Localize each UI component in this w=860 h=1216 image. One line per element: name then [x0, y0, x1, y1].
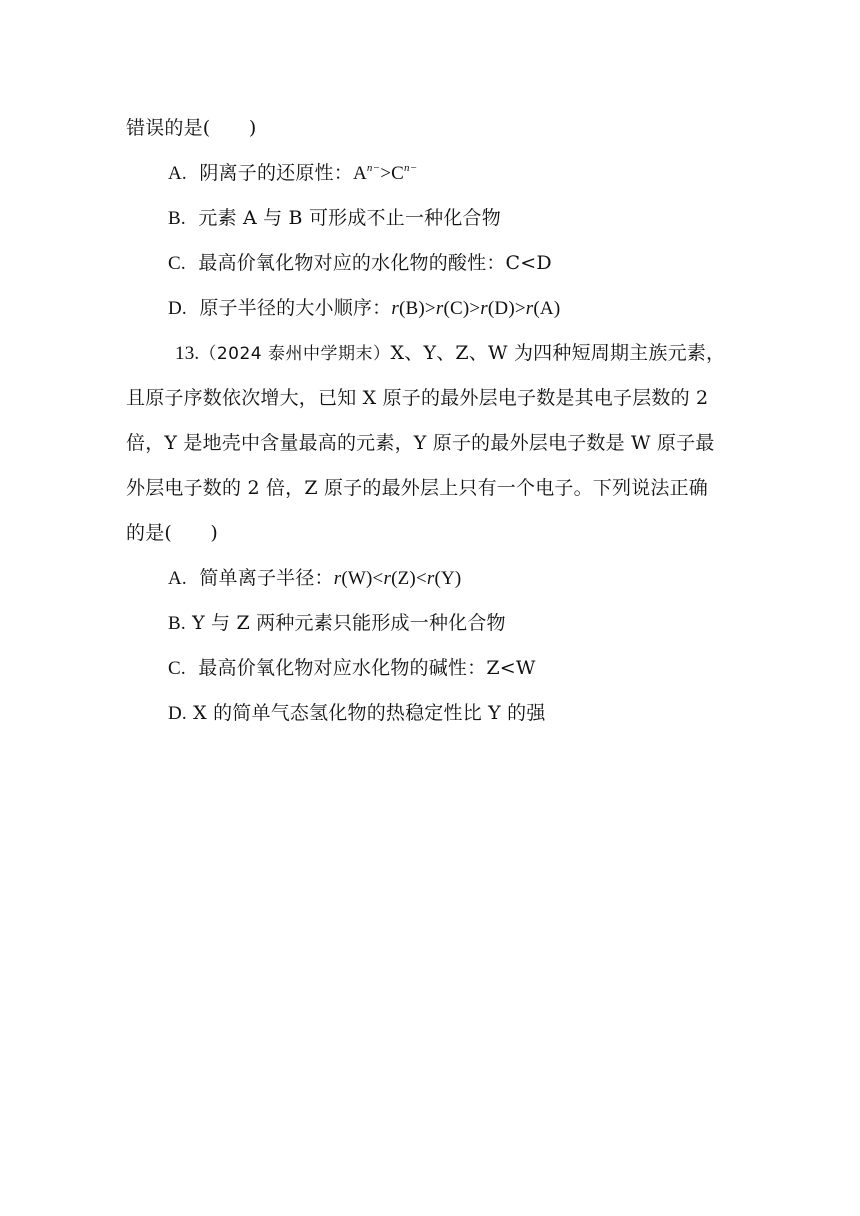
q13-option-a-r1: r: [333, 568, 342, 589]
q13-option-d-letter: D.: [168, 703, 187, 724]
q12-option-d-r1: r: [391, 298, 399, 319]
q13-option-a-r3: r: [426, 568, 435, 589]
q13-option-c-text: 最高价氧化物对应水化物的碱性：Z<W: [198, 657, 536, 679]
q13-option-d-text: X 的简单气态氢化物的热稳定性比 Y 的强: [193, 702, 546, 724]
q12-option-d-letter: D.: [168, 298, 187, 319]
q13-option-a-p1: (W)<: [341, 568, 384, 589]
q12-option-a-text: 阴离子的还原性：: [199, 162, 353, 184]
q13-option-b: [168, 608, 506, 639]
q13-stem-text-3: 倍，Y 是地壳中含量最高的元素，Y 原子的最外层电子数是 W 原子最: [126, 432, 715, 454]
q12-option-d-r2: r: [435, 298, 444, 319]
q12-option-b-letter: B.: [168, 208, 186, 229]
q13-source: （2024 泰州中学期末）: [199, 344, 391, 364]
q12-option-a-expr-a: A: [352, 163, 367, 184]
q12-option-b: [168, 203, 501, 234]
q13-number: 13.: [175, 343, 200, 364]
q13-stem-line-1: [175, 338, 725, 369]
q12-option-d-p3: (D)>: [487, 298, 526, 319]
q13-option-c-letter: C.: [168, 658, 186, 679]
q12-option-d-p2: (C)>: [443, 298, 481, 319]
q13-option-a-p2: (Z)<: [391, 568, 427, 589]
q13-stem-line-3: [126, 428, 715, 458]
q13-option-a-letter: A.: [168, 568, 187, 589]
q12-option-b-text: 元素 A 与 B 可形成不止一种化合物: [198, 207, 501, 229]
q13-option-a-text: 简单离子半径：: [199, 567, 334, 589]
q12-option-d-r4: r: [525, 298, 534, 319]
q13-stem-text-2: 且原子序数依次增大，已知 X 原子的最外层电子数是其电子层数的 2: [126, 387, 709, 409]
q13-option-b-letter: B.: [168, 613, 186, 634]
q12-option-a-gt: >: [380, 163, 392, 184]
q13-option-b-text: Y 与 Z 两种元素只能形成一种化合物: [192, 612, 506, 634]
q12-option-c-letter: C.: [168, 253, 186, 274]
q12-option-d-text: 原子半径的大小顺序：: [199, 297, 392, 319]
q13-stem-text-1: X、Y、Z、W 为四种短周期主族元素，: [390, 342, 726, 364]
q12-option-a-sup-c: n−: [404, 162, 418, 174]
q12-option-a-expr-c: C: [391, 163, 405, 184]
q12-option-c-text: 最高价氧化物对应的水化物的酸性：C<D: [198, 252, 552, 274]
q13-stem-line-2: [126, 383, 708, 413]
q12-option-c: [168, 248, 552, 279]
q12-option-d-r3: r: [480, 298, 488, 319]
q12-option-a-sup-a: n−: [366, 162, 381, 174]
q13-option-a-r2: r: [383, 568, 392, 589]
q12-option-a-letter: A.: [168, 163, 187, 184]
q13-option-c: [168, 653, 536, 684]
q13-stem-line-4: [126, 473, 708, 503]
q12-option-d-p4: (A): [533, 298, 561, 319]
q13-stem-text-4: 外层电子数的 2 倍，Z 原子的最外层上只有一个电子。下列说法正确: [126, 477, 709, 499]
q12-stem-tail: [126, 113, 256, 143]
q13-stem-text-5: 的是( ): [126, 522, 219, 544]
q13-option-a-p3: (Y): [434, 568, 462, 589]
q13-option-a: [168, 563, 461, 594]
q12-option-a: [168, 158, 417, 189]
q13-option-d: [168, 698, 546, 729]
q12-option-d: [168, 293, 560, 324]
q12-option-d-p1: (B)>: [398, 298, 436, 319]
q13-stem-line-5: [126, 518, 218, 548]
q12-stem-tail-text: 错误的是( ): [126, 117, 257, 139]
